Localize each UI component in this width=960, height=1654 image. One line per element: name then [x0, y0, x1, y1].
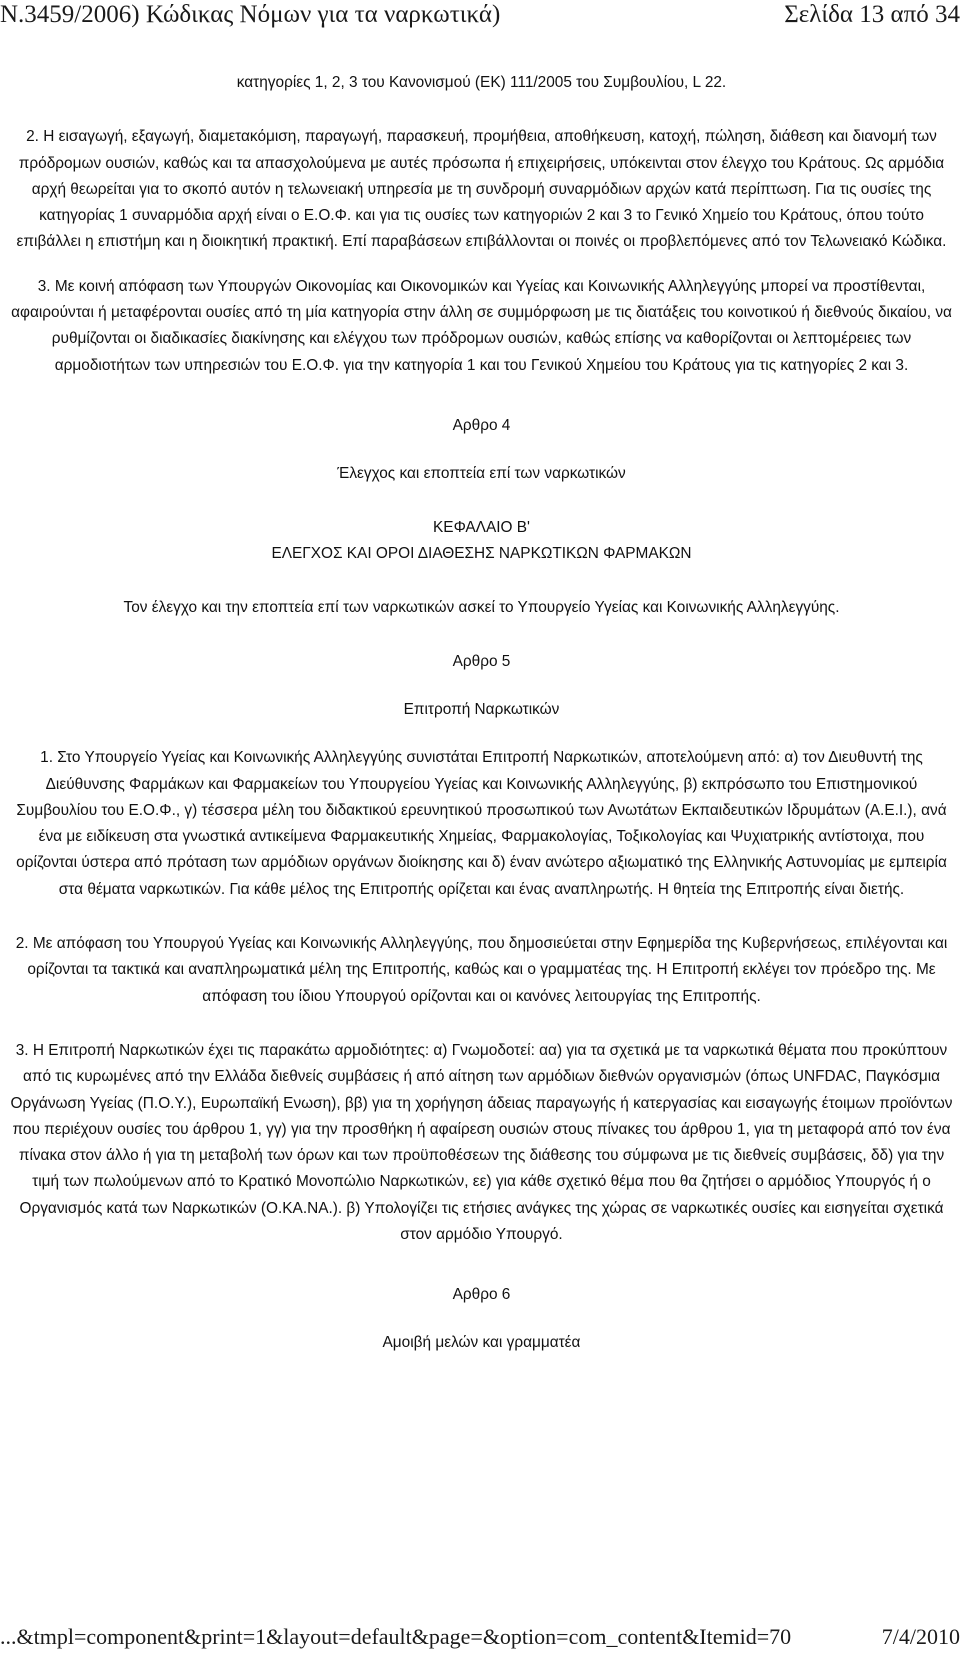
- paragraph-article5-item3: 3. Η Επιτροπή Ναρκωτικών έχει τις παρακάτω αρμοδιότητες: α) Γνωμοδοτεί: αα) για τα σχετικά με τα ναρκωτικά θέματα που προκύπτουν από τις κυρωμένες από την Ελλάδα διεθνείς συμβάσεις ή από αίτηση των αρμόδιων διεθνών οργανισμών (όπως UNFDAC, Παγκόσμια Οργάνωση Υγείας (Π.Ο.Υ.), Ευρωπαϊκή Ενωση), ββ) για τη χορήγηση άδειας παραγωγής ή κατεργασίας και εισαγωγής έτοιμων προϊόντων που περιέχουν ουσίες του άρθρου 1, γγ) για την προσθήκη ή αφαίρεση ουσιών στους πίνακες του άρθρου 1, για τη μεταφορά από τον ένα πίνακα στον άλλο ή για τη μεταβολή των όρων και των προϋποθέσεων της διάθεσης του σύμφωνα με τις διεθνείς συμβάσεις, δδ) για την τιμή των πωλούμενων από το Κρατικό Μονοπώλιο Ναρκωτικών, εε) για κάθε σχετικό θέμα που θα ζητήσει ο αρμόδιος Υπουργός ή ο Οργανισμός κατά των Ναρκωτικών (Ο.ΚΑ.ΝΑ.). β) Υπολογίζει τις ετήσιες ανάγκες της χώρας σε ναρκωτικές ουσίες και εισηγείται σχετικά στον αρμόδιο Υπουργό.: [10, 1041, 953, 1244]
- footer-date: 7/4/2010: [881, 1624, 960, 1649]
- paragraph-article4: Τον έλεγχο και την εποπτεία επί των ναρκωτικών ασκεί το Υπουργείο Υγείας και Κοινωνικής Αλληλεγγύης.: [123, 598, 840, 616]
- article-5-subtitle: Επιτροπή Ναρκωτικών: [403, 701, 560, 719]
- chapter-title: ΕΛΕΓΧΟΣ ΚΑΙ ΟΡΟΙ ΔΙΑΘΕΣΗΣ ΝΑΡΚΩΤΙΚΩΝ ΦΑΡΜΑΚΩΝ: [271, 544, 692, 562]
- paragraph-article5-item2: 2. Με απόφαση του Υπουργού Υγείας και Κοινωνικής Αλληλεγγύης, που δημοσιεύεται στην Εφημερίδα της Κυβερνήσεως, επιλέγονται και ορίζονται τα τακτικά και αναπληρωματικά μέλη της Επιτροπής, καθώς και ο γραμματέας της. Η Επιτροπή εκλέγει τον πρόεδρο της. Με απόφαση του ίδιου Υπουργού ορίζονται και οι κανόνες λειτουργίας της Επιτροπής.: [15, 935, 948, 1005]
- article-4-title: Αρθρο 4: [452, 416, 511, 434]
- footer-url: ...&tmpl=component&print=1&layout=default&page=&option=com_content&Itemid=70: [0, 1624, 792, 1649]
- article-6-title: Αρθρο 6: [452, 1286, 511, 1304]
- article-4-subtitle: Έλεγχος και εποπτεία επί των ναρκωτικών: [337, 464, 626, 482]
- paragraph-article3-item3: 3. Με κοινή απόφαση των Υπουργών Οικονομίας και Οικονομικών και Υγείας και Κοινωνικής Αλληλεγγύης μπορεί να προστίθενται, αφαιρούνται ή μεταφέρονται ουσίες από τη μία κατηγορία στην άλλη σε συμμόρφωση με τις διατάξεις του κοινοτικού ή διεθνούς δικαίου, να ρυθμίζονται οι διαδικασίες διακίνησης και ελέγχου των πρόδρομων ουσιών, καθώς επίσης να καθορίζονται οι λεπτομέρειες των αρμοδιοτήτων των υπηρεσιών του Ε.Ο.Φ. για την κατηγορία 1 και του Γενικού Χημείου του Κράτους για τις κατηγορίες 2 και 3.: [11, 277, 952, 374]
- article-5-title: Αρθρο 5: [452, 653, 511, 671]
- article-6-subtitle: Αμοιβή μελών και γραμματέα: [382, 1334, 581, 1352]
- paragraph-intro: κατηγορίες 1, 2, 3 του Κανονισμού (ΕΚ) 111/2005 του Συμβουλίου, L 22.: [236, 74, 727, 91]
- page-number: Σελίδα 13 από 34: [784, 1, 960, 28]
- page-footer: [0, 1620, 960, 1654]
- document-title: N.3459/2006) Κώδικας Νόμων για τα ναρκωτικά): [0, 1, 501, 28]
- page-header: [0, 0, 960, 34]
- chapter-label: ΚΕΦΑΛΑΙΟ Β': [433, 518, 530, 536]
- paragraph-article5-item1: 1. Στο Υπουργείο Υγείας και Κοινωνικής Αλληλεγγύης συνιστάται Επιτροπή Ναρκωτικών, αποτελούμενη από: α) τον Διευθυντή της Διεύθυνσης Φαρμάκων και Φαρμακείων του Υπουργείου Υγείας και Κοινωνικής Αλληλεγγύης, β) εκπρόσωπο του Επιστημονικού Συμβουλίου του Ε.Ο.Φ., γ) τέσσερα μέλη του διδακτικού ερευνητικού προσωπικού των Ανωτάτων Εκπαιδευτικών Ιδρυμάτων (Α.Ε.Ι.), ανά ένα με ειδίκευση στα γνωστικά αντικείμενα Φαρμακευτικής Χημείας, Φαρμακολογίας, Τοξικολογίας και Ψυχιατρικής αντίστοιχα, που ορίζονται ύστερα από πρόταση των αρμόδιων οργάνων διοίκησης και δ) έναν ανώτερο αξιωματικό της Ελληνικής Αστυνομίας με εμπειρία στα θέματα ναρκωτικών. Για κάθε μέλος της Επιτροπής ορίζεται και ένας αναπληρωτής. Η θητεία της Επιτροπής είναι διετής.: [16, 749, 947, 898]
- document-body: [10, 70, 953, 1356]
- paragraph-article3-item2: 2. Η εισαγωγή, εξαγωγή, διαμετακόμιση, παραγωγή, παρασκευή, προμήθεια, αποθήκευση, κατοχή, πώληση, διάθεση και διανομή των πρόδρομων ουσιών, καθώς και τα απασχολούμενα με αυτές πρόσωπα ή επιχειρήσεις, υπόκεινται στον έλεγχο του Κράτους. Ως αρμόδια αρχή θεωρείται για το σκοπό αυτόν η τελωνειακή υπηρεσία με τη συνδρομή συναρμόδιων αρχών κατά περίπτωση. Για τις ουσίες της κατηγορίας 1 συναρμόδια αρχή είναι ο Ε.Ο.Φ. και για τις ουσίες των κατηγοριών 2 και 3 το Γενικό Χημείο του Κράτους, όπου τούτο επιβάλλει η επιστήμη και η διοικητική πρακτική. Επί παραβάσεων επιβάλλονται οι ποινές οι προβλεπόμενες από τον Τελωνειακό Κώδικα.: [16, 128, 947, 251]
